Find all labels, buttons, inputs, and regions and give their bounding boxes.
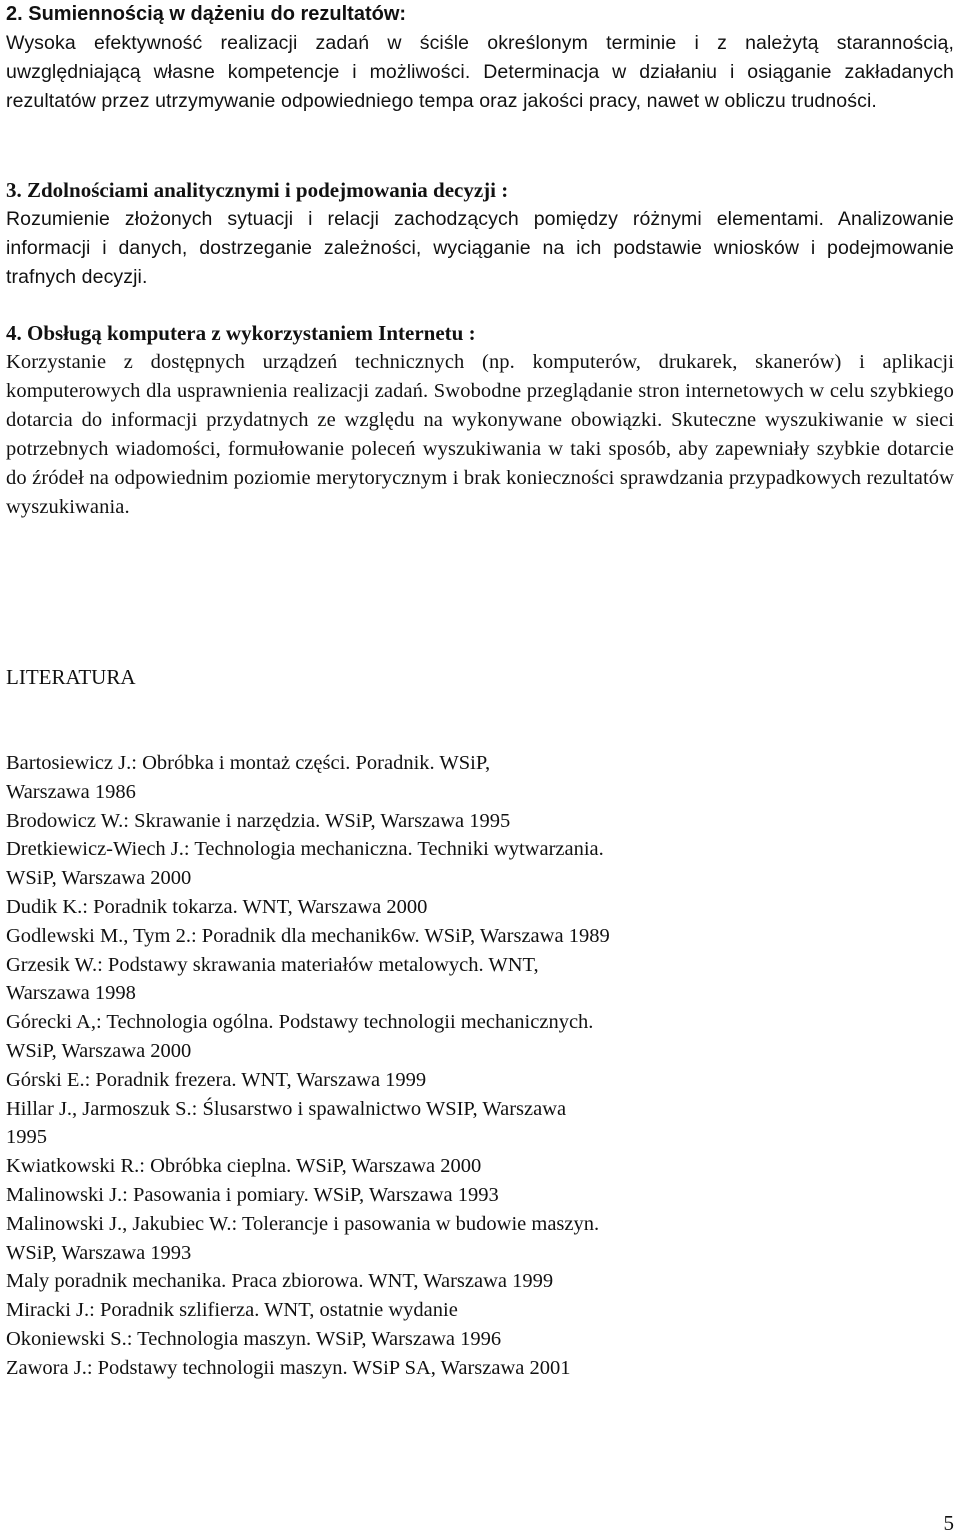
literature-item-line: Maly poradnik mechanika. Praca zbiorowa. WNT, Warszawa 1999 [6,1270,554,1293]
literature-item [6,893,826,922]
literature-title: LITERATURA [6,665,136,689]
section-4-heading: 4. Obsługą komputera z wykorzystaniem Internetu : [6,321,476,345]
literature-item-line: Grzesik W.: Podstawy skrawania materiałów metalowych. WNT, [6,953,539,976]
literature-item-line: Malinowski J., Jakubiec W.: Tolerancje i pasowania w budowie maszyn. [6,1212,600,1235]
literature-item-line: WSiP, Warszawa 1993 [6,1241,192,1264]
literature-item-line: Godlewski M., Tym 2.: Poradnik dla mechanik6w. WSiP, Warszawa 1989 [6,924,610,947]
section-3-heading: 3. Zdolnościami analitycznymi i podejmowania decyzji : [6,178,509,202]
literature-item-line: Górecki A,: Technologia ogólna. Podstawy technologii mechanicznych. [6,1011,594,1034]
literature-item [6,1325,826,1354]
page-number: 5 [943,1511,954,1535]
literature-item [6,1181,826,1210]
section-3-text: Rozumienie złożonych sytuacji i relacji zachodzących pomiędzy różnymi elementami. Analizowanie informacji i danych, dostrzeganie zależności, wyciąganie na ich podstawie wniosków i podejmowanie trafnych decyzji. [6,208,954,288]
literature-item [6,749,826,807]
literature-item [6,1008,826,1066]
literature-item [6,951,826,1009]
literature-item [6,1210,826,1268]
literature-item-line: 1995 [6,1126,47,1149]
literature-item [6,1267,826,1296]
literature-item [6,835,826,893]
literature-item-line: Warszawa 1998 [6,982,136,1005]
literature-item-line: Brodowicz W.: Skrawanie i narzędzia. WSiP, Warszawa 1995 [6,809,511,832]
literature-item-line: Hillar J., Jarmoszuk S.: Ślusarstwo i spawalnictwo WSIP, Warszawa [6,1097,567,1120]
section-2 [6,0,954,116]
section-3 [6,176,954,292]
literature-item [6,807,826,836]
literature-list [6,749,826,1383]
literature-item-line: WSiP, Warszawa 2000 [6,867,192,890]
literature-item [6,1095,826,1153]
literature-item [6,1152,826,1181]
literature-item-line: Okoniewski S.: Technologia maszyn. WSiP, Warszawa 1996 [6,1327,502,1350]
literature-item-line: Warszawa 1986 [6,780,136,803]
section-2-text: Wysoka efektywność realizacji zadań w ściśle określonym terminie i z należytą starannością, uwzględniającą własne kompetencje i możliwości. Determinacja w działaniu i osiąganie zakładanych rezultatów przez utrzymywanie odpowiedniego tempa oraz jakości pracy, nawet w obliczu trudności. [6,32,954,112]
literature-item-line: Górski E.: Poradnik frezera. WNT, Warszawa 1999 [6,1068,427,1091]
literature-item [6,922,826,951]
literature-item-line: Malinowski J.: Pasowania i pomiary. WSiP, Warszawa 1993 [6,1183,499,1206]
literature-item-line: Miracki J.: Poradnik szlifierza. WNT, ostatnie wydanie [6,1299,458,1322]
literature-item-line: Dretkiewicz-Wiech J.: Technologia mechaniczna. Techniki wytwarzania. [6,838,604,861]
literature-item-line: Dudik K.: Poradnik tokarza. WNT, Warszawa 2000 [6,895,428,918]
literature-item [6,1354,826,1383]
section-2-heading: 2. Sumiennością w dążeniu do rezultatów: [6,3,407,25]
literature-item [6,1066,826,1095]
section-4-text: Korzystanie z dostępnych urządzeń technicznych (np. komputerów, drukarek, skanerów) i aplikacji komputerowych dla usprawnienia realizacji zadań. Swobodne przeglądanie stron internetowych w celu szybkiego dotarcia do informacji przydatnych ze względu na wykonywane obowiązki. Skuteczne wyszukiwanie w sieci potrzebnych wiadomości, formułowanie poleceń wyszukiwania w taki sposób, aby zapewniały szybkie dotarcie do źródeł na odpowiednim poziomie merytorycznym i brak konieczności sprawdzania przypadkowych rezultatów wyszukiwania. [6,351,954,518]
literature-item-line: WSiP, Warszawa 2000 [6,1039,192,1062]
literature-item-line: Kwiatkowski R.: Obróbka cieplna. WSiP, Warszawa 2000 [6,1155,482,1178]
section-4 [6,319,954,522]
literature-item-line: Bartosiewicz J.: Obróbka i montaż części. Poradnik. WSiP, [6,752,491,774]
literature-item [6,1296,826,1325]
literature-item-line: Zawora J.: Podstawy technologii maszyn. WSiP SA, Warszawa 2001 [6,1356,571,1379]
